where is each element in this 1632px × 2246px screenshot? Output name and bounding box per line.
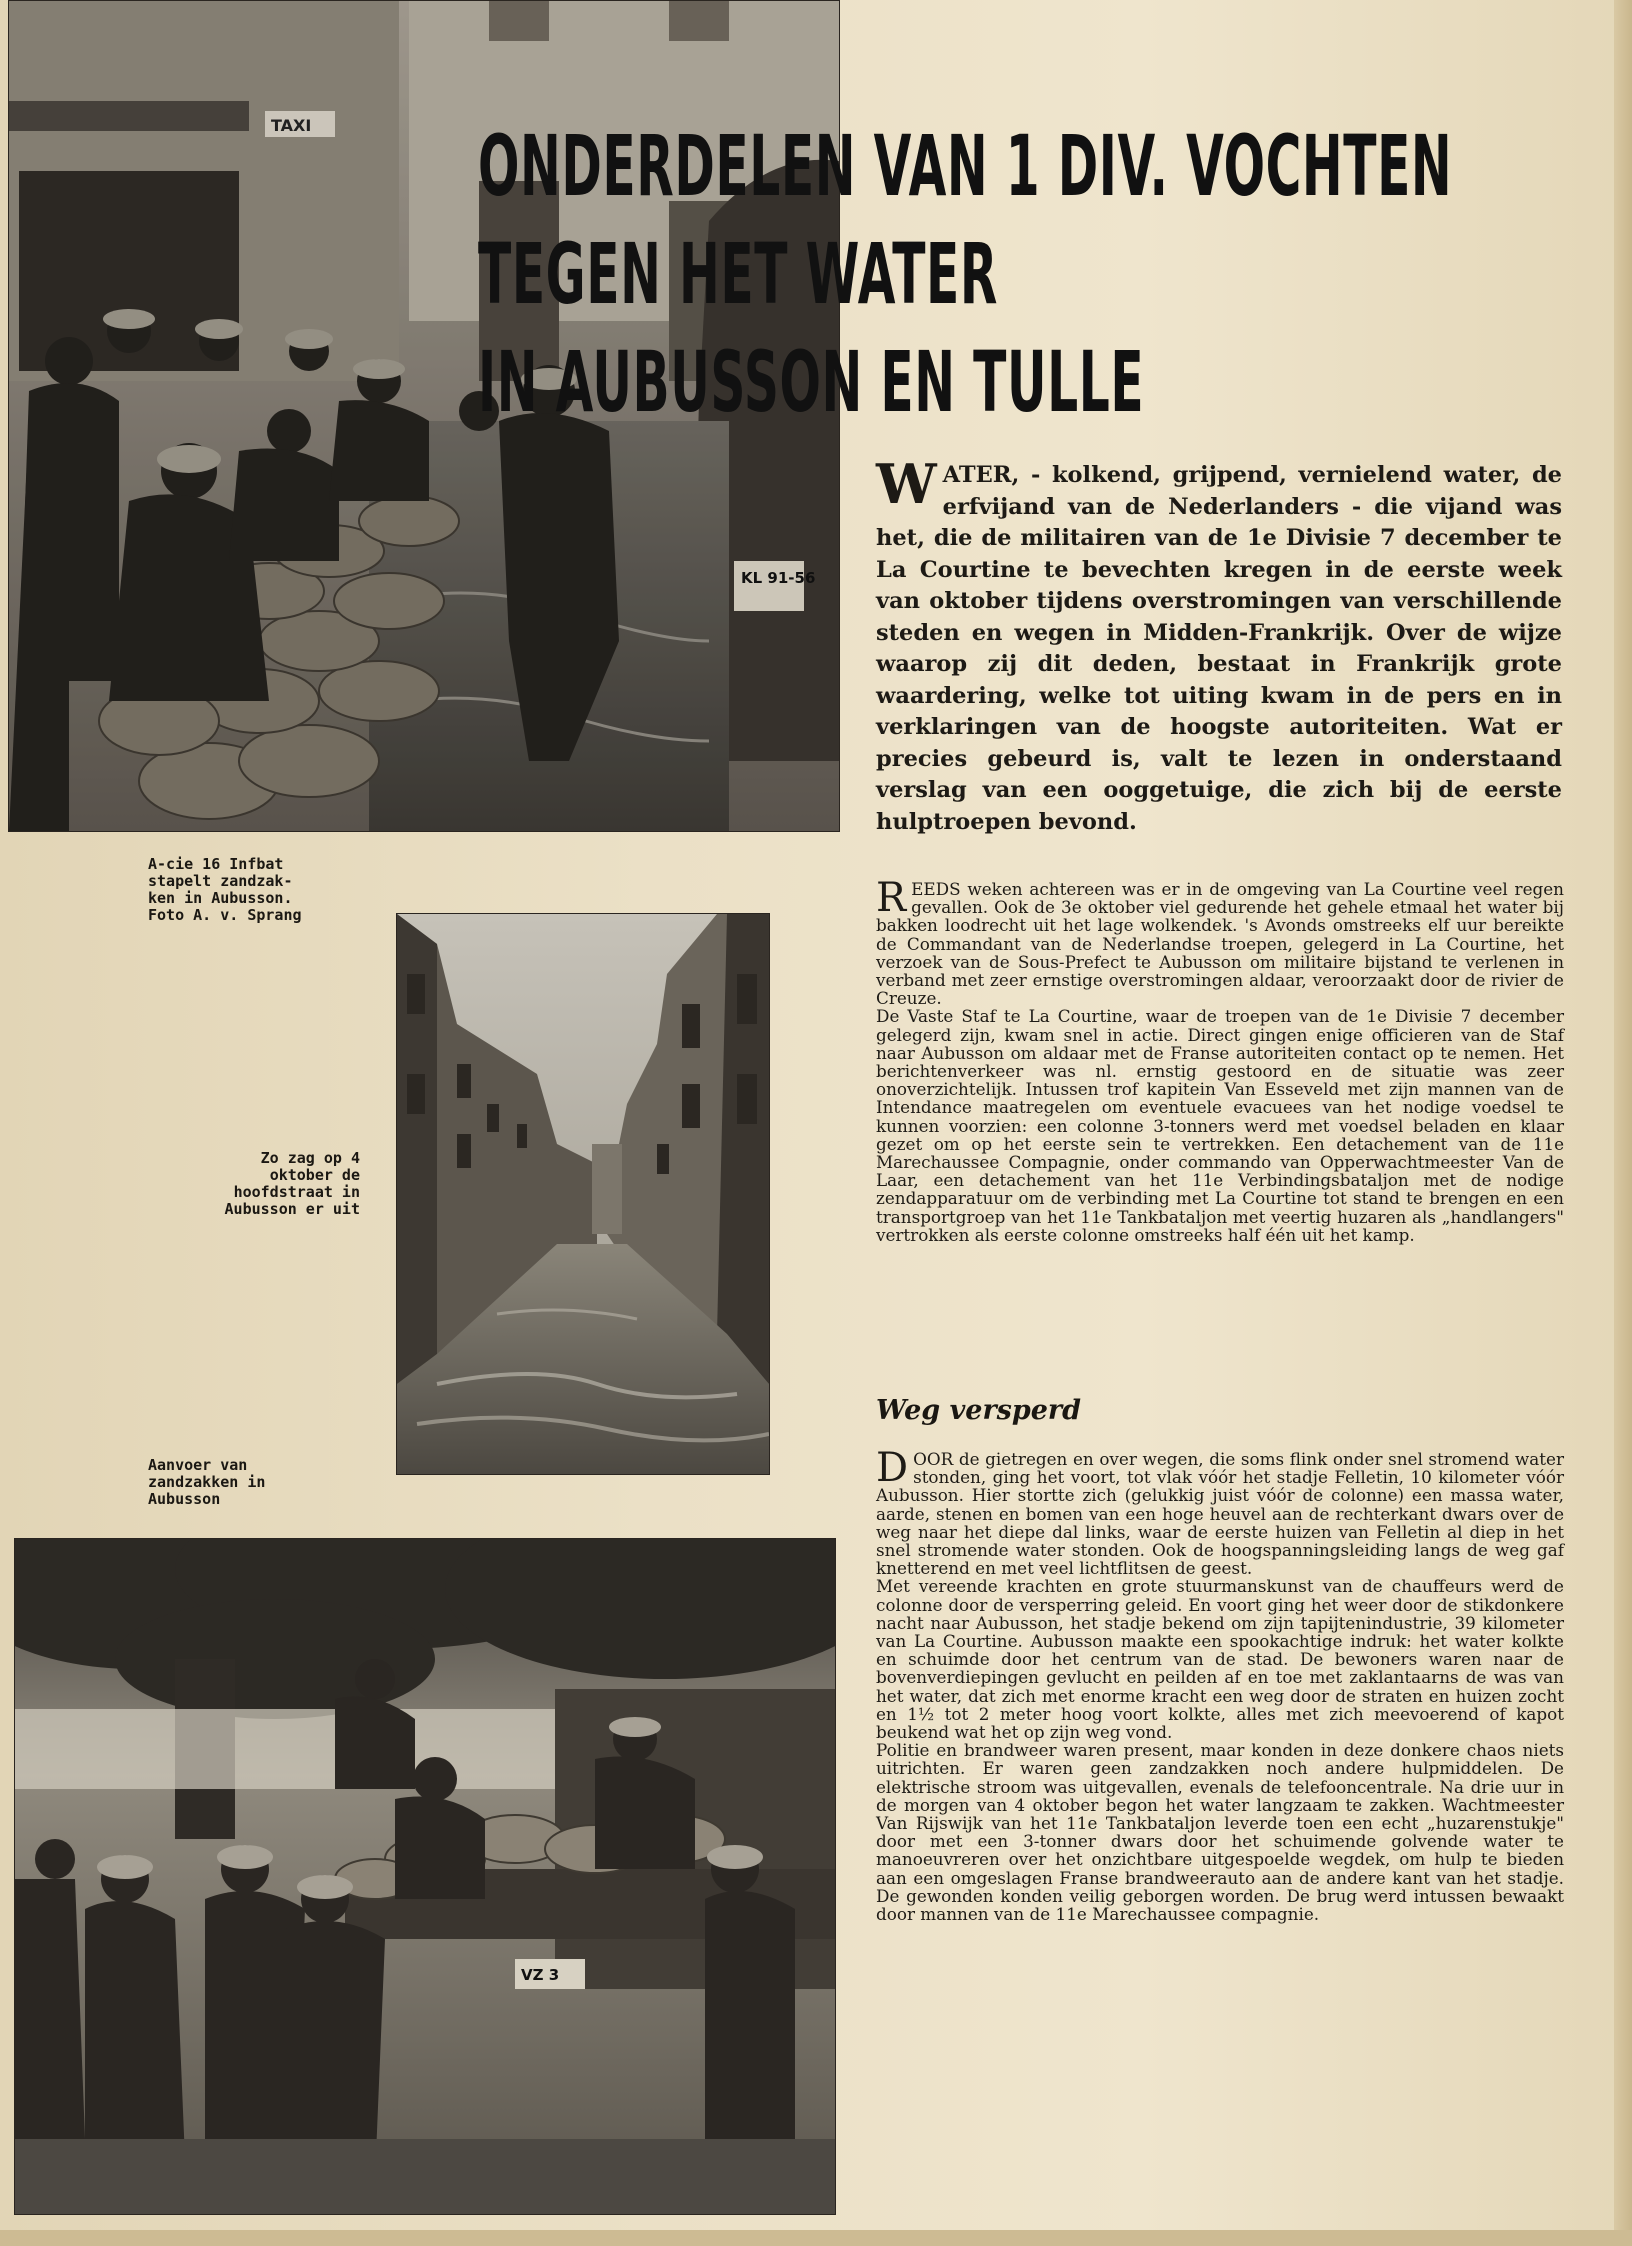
article-2-p3: Politie en brandweer waren present, maar konden in deze donkere chaos niets uitrichten. Er waren geen zandzakken noch andere hulpmiddelen. De elektrische stroom was uitgevallen, evenals de telefooncentrale. Na drie uur in de morgen van 4 oktober begon het water langzaam te zakken. Wachtmeester Van Rijswijk van het 11e Tankbataljon leverde toen een echt „huzarenstukje" door met een 3-tonner dwars door het schuimende golvende water te manoeuvreren over het onzichtbare uitgespoelde wegdek, om hulp te bieden aan een omgeslagen Franse brandweerauto aan de andere kant van het stadje. De gewonden konden veilig geborgen worden. De brug werd intussen bewaakt door mannen van de 11e Marechaussee compagnie.	[876, 1740, 1564, 1925]
caption-line: zandzakken in	[148, 1473, 266, 1491]
article-2-dropcap: D	[876, 1445, 909, 1491]
headline-line-3: IN AUBUSSON EN TULLE	[478, 333, 1145, 431]
truck-plate-text: KL 91-56	[741, 569, 816, 587]
caption-photo-2	[150, 1150, 360, 1218]
subheading-weg-versperd: Weg versperd	[876, 1395, 1082, 1426]
photo-flooded-main-street	[396, 913, 770, 1475]
truck-plate-2-text: VZ 3	[521, 1966, 560, 1984]
caption-line: Aubusson er uit	[224, 1200, 360, 1218]
article-1-p2: De Vaste Staf te La Courtine, waar de troepen van de 1e Divisie 7 december gelegerd zijn, kwam snel in actie. Direct gingen enige officieren van de Staf naar Aubusson om aldaar met de Franse autoriteiten contact op te nemen. Het berichtenverkeer was nl. ernstig gestoord en de situatie was zeer onoverzichtelijk. Intussen trof kapitein Van Esseveld met zijn mannen van de Intendance maatregelen om eventuele evacuees van het nodige voedsel te kunnen voorzien: een colonne 3-tonners werd met voedsel beladen en klaar gezet om op het eerste sein te vertrekken. Een detachement van de 11e Marechaussee Compagnie, onder commando van Opperwachtmeester Van de Laar, een detachement van het 11e Verbindingsbataljon met de nodige zendapparatuur om de verbinding met La Courtine tot stand te brengen en een transportgroep van het 11e Tankbataljon met veertig huzaren als „handlangers" vertrokken als eerste colonne omstreeks half één uit het kamp.	[876, 1006, 1564, 1245]
caption-line: oktober de	[269, 1166, 360, 1184]
caption-line: Foto A. v. Sprang	[148, 906, 302, 924]
headline-line-2: TEGEN HET WATER	[478, 225, 998, 323]
caption-line: Aubusson	[148, 1490, 221, 1508]
caption-line: hoofdstraat in	[233, 1183, 360, 1201]
caption-line: A-cie 16 Infbat	[148, 855, 284, 873]
article-2-p1: OOR de gietregen en over wegen, die soms flink onder snel stromend water stonden, ging het voort, tot vlak vóór het stadje Felletin, 10 kilometer vóór Aubusson. Hier stortte zich (gelukkig juist vóór de colonne) een massa water, aarde, stenen en bomen van een hoge heuvel aan de rechterkant dwars over de weg naar het diepe dal links, waar de eerste huizen van Felletin al diep in het snel stromende water stonden. Ook de hoogspanningsleiding langs de weg gaf knetterend en met veel lichtflitsen de geest.	[876, 1449, 1564, 1579]
photo-unloading-sandbags-truck	[14, 1538, 836, 2215]
article-paragraph	[876, 875, 1564, 1009]
page-edge-bottom	[0, 2230, 1632, 2246]
article-section-2	[876, 1445, 1564, 1925]
caption-photo-3	[148, 1457, 358, 1508]
intro-text: ATER, - kolkend, grijpend, vernielend water, de erfvijand van de Nederlanders - die vijand was het, die de militairen van de 1e Divisie 7 december te La Courtine te bevechten kregen in de eerste week van oktober tijdens overstromingen van verschillende steden en wegen in Midden-Frankrijk. Over de wijze waarop zij dit deden, bestaat in Frankrijk grote waardering, welke tot uiting kwam in de pers en in verklaringen van de hoogste autoriteiten. Wat er precies gebeurd is, valt te lezen in onderstaand verslag van een ooggetuige, die zich bij de eerste hulptroepen bevond.	[876, 462, 1562, 835]
taxi-sign-text: TAXI	[271, 116, 312, 135]
caption-line: ken in Aubusson.	[148, 889, 293, 907]
page-edge-right	[1614, 0, 1632, 2246]
headline-line-1: ONDERDELEN VAN 1 DIV. VOCHTEN	[478, 117, 1453, 215]
article-paragraph	[876, 1445, 1564, 1579]
caption-line: stapelt zandzak-	[148, 872, 293, 890]
article-section-1	[876, 875, 1564, 1245]
intro-lead	[876, 452, 1562, 838]
article-2-p2: Met vereende krachten en grote stuurmanskunst van de chauffeurs werd de colonne door de versperring geleid. En voort ging het weer door de stikdonkere nacht naar Aubusson, het stadje bekend om zijn tapijtenindustrie, 39 kilometer van La Courtine. Aubusson maakte een spookachtige indruk: het water kolkte en schuimde door het centrum van de stad. De bewoners waren naar de bovenverdiepingen gevlucht en peilden af en toe met zaklantaarns de was van het water, dat zich met enorme kracht een weg door de straten en huizen zocht en 1½ tot 2 meter hoog voort kolkte, alles met zich meevoerend of kapot beukend wat het op zijn weg vond.	[876, 1576, 1564, 1743]
article-1-p1: EEDS weken achtereen was er in de omgeving van La Courtine veel regen gevallen. Ook de 3e oktober viel gedurende het gehele etmaal het water bij bakken loodrecht uit het lage wolkendek. 's Avonds omstreeks elf uur bereikte de Commandant van de Nederlandse troepen, gelegerd in La Courtine, het verzoek van de Sous-Prefect te Aubusson om militaire bijstand te verlenen in verband met zeer ernstige overstromingen aldaar, veroorzaakt door de rivier de Creuze.	[876, 879, 1564, 1009]
headline	[478, 112, 1453, 436]
article-1-dropcap: R	[876, 875, 907, 921]
caption-photo-1	[148, 856, 348, 924]
intro-dropcap: W	[876, 452, 937, 516]
caption-line: Aanvoer van	[148, 1456, 248, 1474]
caption-line: Zo zag op 4	[260, 1149, 360, 1167]
